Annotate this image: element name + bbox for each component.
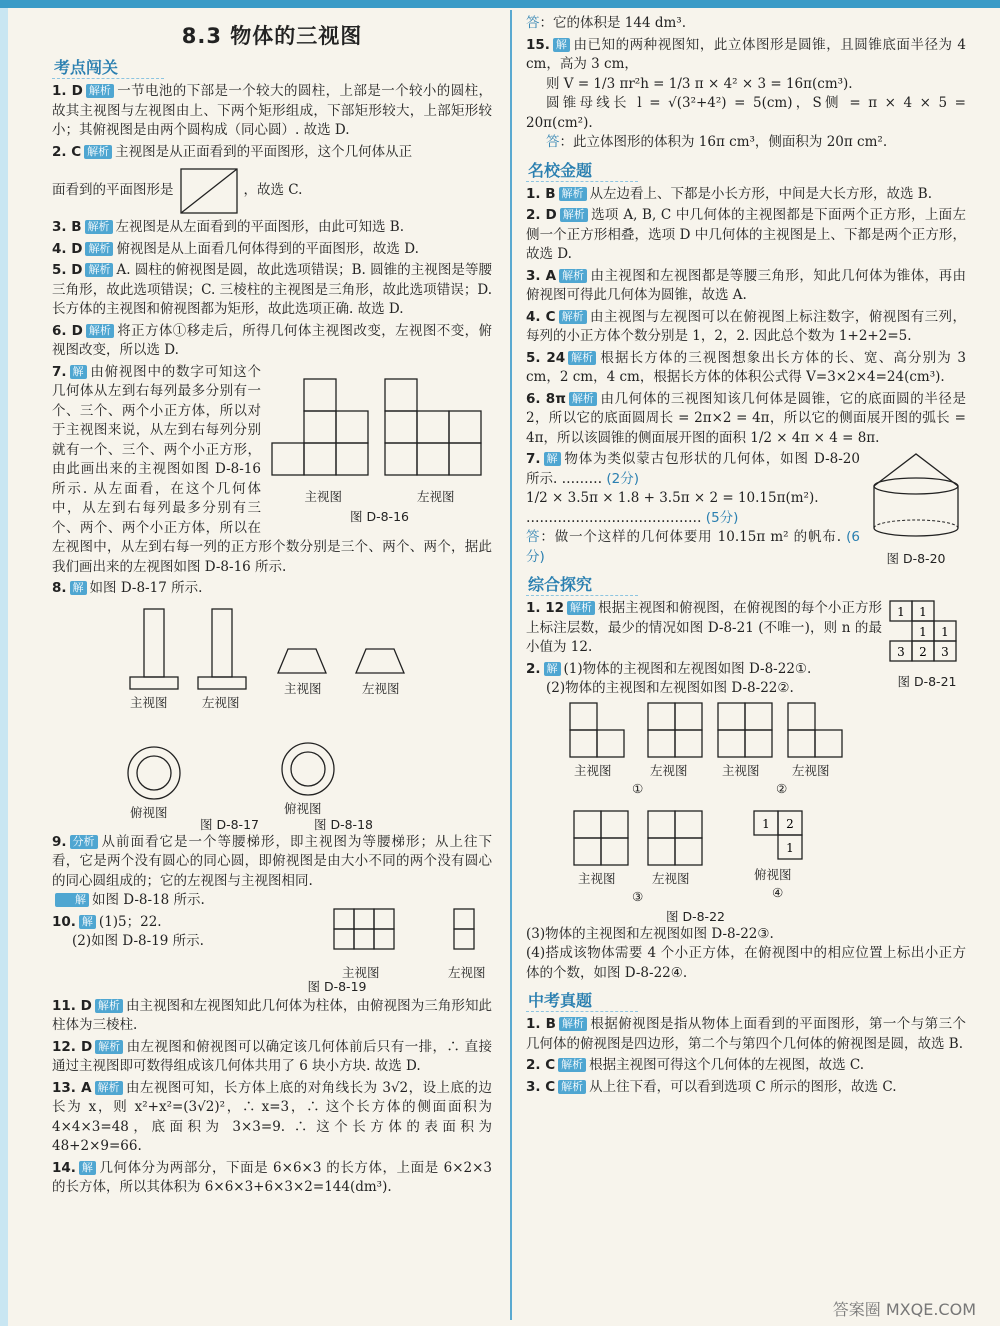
caption-main-view: 主视图 (130, 694, 168, 710)
item-text: 由左视图可知，长方体上底的对角线长为 3√2，设上底的边长为 x，则 x²+x²=(3√2)²，∴ x=3，∴ 这个长方体的侧面面积为 4×4×3=48，底面积为 3×3=9. ∴ 这个长方体的表面积为 48+2×9=66. (52, 1079, 492, 1154)
item-number: 5. D (52, 262, 83, 278)
caption-main-view: 主视图 (574, 762, 612, 778)
grid-number: 3 (941, 645, 949, 659)
caption-main-view: 主视图 (722, 762, 760, 778)
analysis-tag: 解析 (559, 269, 587, 283)
answer-label: 答 (526, 529, 541, 545)
formula-text: 1/2 × 3.5π × 1.8 + 3.5π × 2 = 10.15π(m²). (526, 490, 819, 506)
analysis-tag: 解析 (560, 208, 588, 222)
item-text: (1)物体的主视图和左视图如图 D-8-22①. (563, 660, 812, 677)
analysis-tag: 解析 (95, 999, 123, 1013)
item-number: 2. D (526, 207, 557, 223)
item-text: 如图 D-8-17 所示. (89, 580, 203, 596)
answer-item (526, 925, 966, 984)
item-text: 由俯视图中的数字可知这个几何体从左到右每列最多分别有一个、三个、两个小正方体，所以对于主视图来说，从左到右每列分别就有一个、三个、两个小正方形，由此画出来的主视图如图 D-8-16 所示. 从左面看，在这个几何体中，从左到右每列最多分别有三个、两个、两个小正方体，所以在左视图中，从左到右每一列的正方形个数分别是三个、两个、两个，据此我们画出来的左视图如图 D-8-16 所示. (52, 363, 492, 575)
item-text: 几何体分为两部分，下面是 6×6×3 的长方体，上面是 6×2×3 的长方体，所以其体积为 6×6×3+6×3×2=144(dm³). (52, 1159, 492, 1195)
item-text: 它的体积是 144 dm³. (553, 15, 686, 31)
item-text: 将正方体①移走后，所得几何体主视图改变，左视图不变，俯视图改变，所以选 D. (52, 322, 492, 358)
item-number: 2. C (526, 1057, 556, 1073)
item-text: 主视图是从正面看到的平面图形，这个几何体从正 (115, 143, 413, 160)
item-number: 6. D (52, 322, 83, 339)
section-heading: 考点闯关 (52, 55, 164, 79)
analysis-tag: 解析 (85, 263, 113, 277)
item-text: 根据俯视图是指从物体上面看到的平面图形，第一个与第三个几何体的俯视图是四边形，第二个与第四个几何体的俯视图是圆，故选 B. (526, 1016, 967, 1052)
item-text: 由已知的两种视图知，此立体图形是圆锥，且圆锥底面半径为 4 cm，高为 3 cm， (526, 36, 966, 72)
answer-item (526, 206, 966, 265)
item-number: 1. D (52, 83, 83, 99)
figure-label: 图 D-8-18 (314, 816, 373, 832)
item-text: 由几何体的三视图知该几何体是圆锥，它的底面圆的半径是 2，所以它的底面圆周长 = 2π×2 = 4π，所以它的侧面展开图的弧长 = 4π，所以该圆锥的侧面展开图的面积 1/2 × 4π × 4 = 8π. (526, 390, 967, 446)
circled-number: ① (632, 780, 644, 796)
formula-text: 则 V = 1/3 πr²h = 1/3 π × 4² × 3 = 16π(cm³). (546, 75, 853, 92)
page-title: 8.3 物体的三视图 (181, 24, 363, 48)
analysis-tag: 解析 (95, 1081, 123, 1095)
caption-top-view: 俯视图 (754, 866, 792, 882)
answer-label: 答 (526, 15, 540, 31)
answer-label: 答 (546, 134, 560, 150)
solution-tag: 解 (544, 452, 561, 466)
top-bar (0, 0, 1000, 8)
answer-item (526, 185, 966, 205)
answer-item (52, 82, 492, 141)
grid-number: 1 (762, 816, 770, 831)
item-text: (3)物体的主视图和左视图如图 D-8-22③. (526, 925, 774, 942)
answer-item (526, 349, 966, 388)
solution-tag: 解 (544, 662, 561, 676)
answer-item (526, 1015, 966, 1054)
analysis-tag: 解析 (85, 242, 113, 256)
grid-number: 2 (786, 816, 794, 831)
views-drawing (267, 363, 492, 481)
column-divider (510, 10, 512, 1320)
figures-d-8-17-18 (52, 601, 492, 833)
analysis-tag: 解析 (86, 84, 114, 98)
item-number: 1. 12 (526, 600, 565, 616)
analysis-tag: 解析 (85, 220, 113, 234)
answer-item (52, 322, 492, 361)
solution-tag: 解 (70, 365, 87, 379)
right-column (526, 14, 966, 1099)
item-number: 2. C (52, 143, 82, 160)
item-number: 14. (52, 1159, 76, 1176)
item-number: 3. C (526, 1078, 556, 1095)
answer-item (52, 1159, 492, 1198)
solution-tag: 解 (55, 893, 89, 907)
figure-label: 图 D-8-20 (886, 550, 946, 566)
item-text: 做一个这样的几何体要用 10.15π m² 的帆布. (554, 529, 842, 545)
figure-label: 图 D-8-22 (666, 908, 725, 924)
solution-tag: 解 (553, 38, 570, 52)
answer-item (52, 1079, 492, 1157)
item-number: 6. 8π (526, 390, 566, 407)
item-text: (4)搭成该物体需要 4 个小正方体，在俯视图中的相应位置上标出小正方体的个数，如图 D-8-22④. (526, 945, 966, 981)
caption-left-view: 左视图 (416, 489, 455, 504)
analysis-tag: 解析 (558, 1058, 586, 1072)
analysis-tag: 解析 (86, 324, 114, 338)
caption-left-view: 左视图 (362, 680, 400, 696)
formula-text: 圆锥母线长 l = √(3²+4²) = 5(cm)，S侧 = π × 4 × 5 = 20π(cm²). (526, 95, 966, 131)
caption-left-view: 左视图 (652, 870, 690, 886)
caption-left-view: 左视图 (202, 694, 240, 710)
figure-d-8-20 (866, 450, 966, 568)
answer-item (52, 261, 492, 320)
analysis-tag: 解析 (568, 351, 596, 365)
figure-d-8-21 (888, 599, 966, 691)
answer-item (52, 579, 492, 599)
caption-top-view: 俯视图 (284, 800, 322, 816)
item-number: 9. (52, 833, 67, 850)
caption-main-view: 主视图 (304, 489, 342, 504)
grid-number: 1 (941, 625, 949, 639)
score: (5分) (705, 509, 739, 526)
grid-number: 1 (919, 605, 927, 619)
grid-number: 1 (919, 625, 927, 639)
caption-left-view: 左视图 (448, 964, 486, 980)
caption-top-view: 俯视图 (130, 804, 168, 820)
analysis-tag: 分析 (70, 835, 98, 849)
item-text: 如图 D-8-18 所示. (92, 892, 205, 908)
analysis-tag: 解析 (567, 601, 595, 615)
item-text: 根据长方体的三视图想象出长方体的长、宽、高分别为 3 cm，2 cm，4 cm，根据长方体的体积公式得 V=3×2×4=24(cm³). (526, 349, 966, 385)
figure-d-8-16 (267, 363, 492, 527)
answer-item: 图 D-8-20 7. 解 物体为类似蒙古包形状的几何体，如图 D-8-20 所示. ……… (2分) 1/2 × 3.5π × 1.8 + 3.5π × 2 = 10.15π(m²). ………………………………… (5分) 答：做一个这样的几何体要用 10.15π m² 的帆布. (6分) (526, 450, 966, 567)
item-text: ，故选 C. (243, 182, 303, 199)
solution-tag: 解 (79, 915, 96, 929)
caption-left-view: 左视图 (650, 762, 688, 778)
item-number: 10. (52, 913, 76, 930)
answer-item (52, 143, 492, 217)
item-number: 3. B (52, 219, 82, 235)
item-text: 俯视图是从上面看几何体得到的平面图形，故选 D. (116, 240, 419, 257)
item-text: 选项 A, B, C 中几何体的主视图都是下面两个正方形，上面左侧一个正方形相叠，选项 D 中几何体的主视图是上、下都是两个正方形，故选 D. (526, 207, 966, 262)
figure-label: 图 D-8-19 (307, 978, 367, 994)
answer-item (526, 308, 966, 347)
solution-tag: 解 (79, 1161, 96, 1175)
watermark: 答案圈 MXQE.COM (832, 1300, 976, 1319)
analysis-tag: 解析 (569, 392, 597, 406)
grid-number: 3 (897, 645, 905, 659)
item-text: 根据主视图和俯视图，在俯视图的每个小正方形上标注层数，最少的情况如图 D-8-21 (不唯一)，则 n 的最小值为 12. (526, 600, 882, 655)
item-number: 3. A (526, 267, 557, 284)
figure-label: 图 D-8-17 (200, 816, 259, 832)
answer-item: 15. 解 由已知的两种视图知，此立体图形是圆锥，且圆锥底面半径为 4 cm，高为 3 cm， 则 V = 1/3 πr²h = 1/3 π × 4² × 3 = 16π(cm³). 圆锥母线长 l = √(3²+4²) = 5(cm)，S侧 = π × 4 × 5 = 20π(cm²). 答：此立体图形的体积为 16π cm³，侧面积为 20π cm². (526, 36, 966, 150)
figure-label: 图 D-8-21 (897, 673, 957, 689)
views-drawing (332, 905, 502, 965)
answer-item (526, 1078, 966, 1098)
analysis-tag: 解析 (558, 1080, 586, 1094)
circled-number: ③ (632, 888, 644, 904)
item-text: A. 圆柱的俯视图是圆，故此选项错误；B. 圆锥的主视图是等腰三角形，故此选项错误；C. 三棱柱的主视图是三角形，故此选项错误；D. 长方体的主视图和俯视图都为矩形，故此选项正确. 故选 D. (52, 262, 492, 317)
answer-item (52, 363, 492, 578)
answer-item (52, 913, 492, 979)
score: (2分) (606, 470, 640, 487)
item-text: 根据主视图可得这个几何体的左视图，故选 C. (589, 1057, 865, 1073)
item-text: 由主视图和左视图都是等腰三角形，知此几何体为锥体，再由俯视图可得此几何体为圆锥，故选 A. (526, 267, 966, 303)
item-text: 由主视图与左视图可以在俯视图上标注数字，俯视图有三列，每列的小正方体个数分别是 1，2，2. 因此总个数为 1+2+2=5. (526, 308, 966, 344)
item-number: 11. D (52, 997, 92, 1014)
item-text: 左视图是从左面看到的平面图形，由此可知选 B. (115, 219, 405, 235)
grid-number: 1 (897, 605, 905, 619)
caption-main-view: 主视图 (342, 964, 380, 980)
section-heading: 名校金题 (526, 158, 638, 182)
item-text: 从左边看上、下都是小长方形，中间是大长方形，故选 B. (589, 185, 933, 202)
item-number: 5. 24 (526, 349, 566, 366)
analysis-tag: 解析 (559, 310, 587, 324)
section-heading: 中考真题 (526, 988, 638, 1012)
answer-item (526, 390, 966, 449)
answer-item (52, 833, 492, 911)
answer-item (526, 1056, 966, 1076)
item-text: (2)如图 D-8-19 所示. (72, 933, 204, 949)
answer-item (52, 218, 492, 238)
item-text: 物体为类似蒙古包形状的几何体，如图 D-8-20 所示. (526, 451, 860, 487)
item-number: 15. (526, 36, 550, 53)
answer-item: 答：它的体积是 144 dm³. (526, 15, 686, 31)
yurt-drawing (866, 450, 966, 542)
item-number: 7. (52, 363, 67, 380)
item-number: 2. (526, 660, 541, 677)
item-number: 4. D (52, 240, 83, 257)
figure-d-8-22 (526, 701, 966, 925)
item-number: 7. (526, 451, 541, 467)
item-text: (1)5；22. (98, 913, 162, 930)
analysis-tag: 解析 (559, 1017, 587, 1031)
item-text: 由左视图和俯视图可以确定该几何体前后只有一排，∴ 直接通过主视图即可数得组成该几何体共用了 6 块小方块. 故选 D. (52, 1038, 492, 1074)
side-stripe (0, 8, 8, 1326)
circled-number: ④ (772, 884, 784, 900)
circled-number: ② (776, 780, 788, 796)
answer-item (52, 1038, 492, 1077)
answer-item (526, 267, 966, 306)
item-text: 从上往下看，可以看到选项 C 所示的图形，故选 C. (589, 1078, 897, 1095)
figure-label: 图 D-8-16 (350, 508, 409, 524)
item-text: (2)物体的主视图和左视图如图 D-8-22②. (546, 680, 794, 696)
caption-main-view: 主视图 (578, 870, 616, 886)
square-diagonal-figure (178, 166, 240, 216)
caption-main-view: 主视图 (284, 680, 322, 696)
item-text: 从前面看它是一个等腰梯形，即主视图为等腰梯形；从上往下看，它是两个没有圆心的同心圆，即俯视图是由大小不同的两个没有圆心的同心圆组成的；它的左视图与主视图相同. (52, 833, 492, 889)
item-text: 一节电池的下部是一个较大的圆柱，上部是一个较小的圆柱，故其主视图与左视图由上、下两个矩形组成，下部矩形较大，上部矩形较小；其俯视图是由两个圆构成（同心圆）. 故选 D. (52, 83, 492, 138)
views-drawing (526, 701, 966, 925)
item-number: 13. A (52, 1079, 92, 1096)
solution-tag: 解 (70, 581, 87, 595)
item-number: 8. (52, 580, 67, 596)
analysis-tag: 解析 (84, 145, 112, 159)
section-heading: 综合探究 (526, 572, 638, 596)
item-number: 4. C (526, 308, 556, 325)
answer-item (52, 997, 492, 1036)
analysis-tag: 解析 (559, 187, 587, 201)
item-number: 1. B (526, 1016, 556, 1032)
grid-number: 2 (919, 645, 927, 659)
layer-grid (888, 599, 966, 665)
item-number: 1. B (526, 185, 556, 202)
answer-item (52, 240, 492, 260)
caption-left-view: 左视图 (792, 762, 830, 778)
score: (6分) (526, 529, 861, 565)
item-text: 此立体图形的体积为 16π cm³，侧面积为 20π cm². (573, 134, 888, 150)
analysis-tag: 解析 (95, 1040, 123, 1054)
item-text: 面看到的平面图形是 (52, 182, 174, 199)
item-text: 由主视图和左视图知此几何体为柱体，由俯视图为三角形知此柱体为三棱柱. (52, 997, 493, 1033)
views-drawing (52, 601, 492, 833)
left-column (52, 14, 492, 1200)
grid-number: 1 (786, 840, 794, 855)
item-number: 12. D (52, 1038, 93, 1055)
